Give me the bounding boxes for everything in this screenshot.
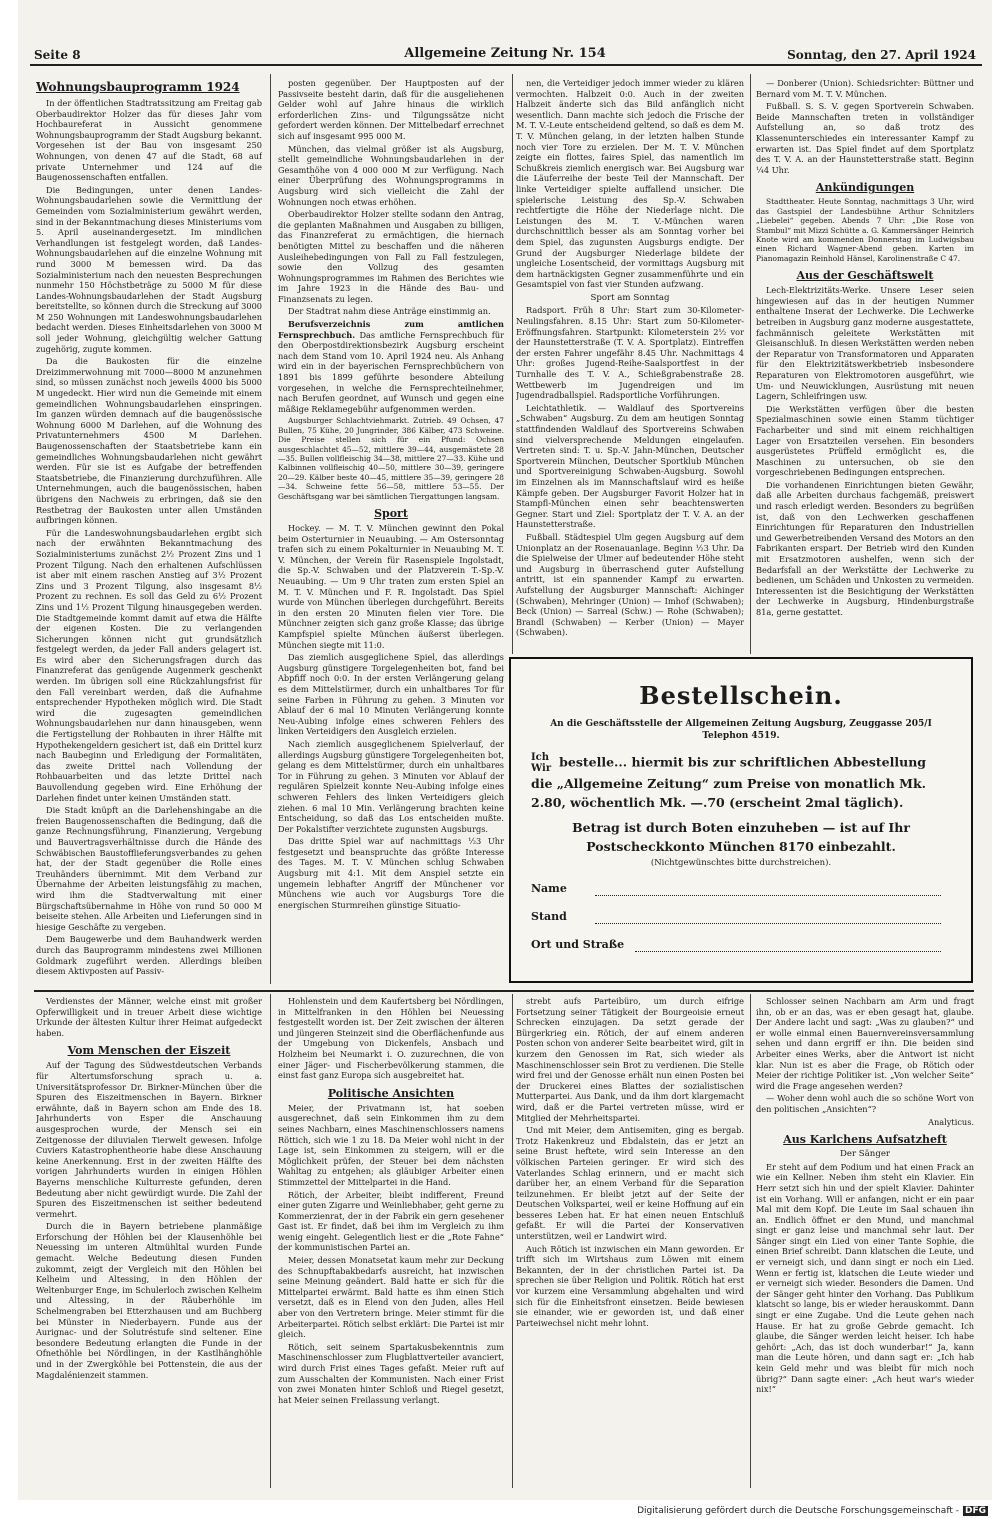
occupation-line [595,923,941,924]
masthead: Allgemeine Zeitung Nr. 154 [404,46,606,61]
section-rule [34,990,974,992]
business-title: Aus der Geschäftswelt [796,269,934,283]
address-label: Ort und Straße [531,938,625,951]
name-field[interactable] [531,882,951,896]
occupation-field[interactable] [531,910,951,924]
housing-paragraph: Dem Baugewerbe und dem Bauhandwerk werden durch das Bauprogramm mindestens zwei Millionen Goldmark zugeführt werden. Allerdings bleiben diesem Aktivposten auf Passiv- [36,934,262,977]
politics-paragraph: Rötich, seit seinem Spartakusbekenntnis zum Maschinenschlosser zum Flugblattverteiler avanciert, wird durch Frist eines Tages gefaßt. Meier ruft auf zum Ausschalten der Kommunisten. Nach einer Frist von zwei Monaten hinter Schloß und Riegel gesetzt, hat Meier seinen Freilassung verlangt. [278,1341,504,1405]
column-rule [750,994,751,1488]
housing-continued: Der Stadtrat nahm diese Anträge einstimmig an. [288,306,491,317]
karlchen-story: Er steht auf dem Podium und hat einen Frack an wie ein Kellner. Neben ihm steht ein Klavier. Ein Herr setzt sich hin und der spielt Klavier. Dahinter ist ein Vorhang. Will er anfangen, nicht er ein paar Mal mit dem Kopf. Die Leute im Saal schauen ihn an. Endlich öffnet er den Mund, und manchmal singt er ganz leise und manchmal sehr laut. Der Sänger singt ein Lied von einer Tante Sophie, die einen Brief schreibt. Dann klatschen die Leute, und er verneigt sich, und dann singt er noch ein Lied. Wenn er fertig ist, klatschen die Leute wieder und er verneigt sich wieder. Besonders die Damen. Und der Sänger geht hinter den Vorhang. Das Publikum klatscht so lange, bis er wieder herauskommt. Dann singt er eine Zugabe. Und die Leute gehen nach Hause. Er hat zu große Gebrde gemacht. Ich glaube, die Sänger werden leicht heiser. Ich habe gehört: „Ach, das ist doch wunderbar!“ Ja, kann man die Leute hören, und dann sagt er: „Ich hab kein Geld mehr und was bleibt für mich noch übrig?“ Dann sagte einer: „Ach heut war's wieder nix!“ [756,1161,974,1395]
sunday-sport-title: Sport am Sonntag [590,292,670,303]
cattle-market-report: Augsburger Schlachtviehmarkt. Zutrieb. 49 Ochsen, 47 Bullen, 75 Kühe, 20 Jungrinder, 386 Kälber, 473 Schweine. Die Preise stellen sich für ein Pfund: Ochsen ausgeschlachtet 45—52, mittlere 39—44, ausgemästete 28—35. Bullen vollfleischig 34—38, mittlere 27—33. Kühe und Kalbinnen vollfleischig 40—50, mittlere 30—39, geringere 20—29. Kälber beste 40—45, mittlere 35—39, geringere 28—34. Schweine fette 56—58, mittlere 53—55. Der Geschäftsgang war bei sämtlichen Tiergattungen langsam. [278,416,504,501]
housing-paragraph: Da die Baukosten für die einzelne Dreizimmerwohnung mit 7000—8000 M anzunehmen sind, so müssen zunächst noch jeweils 4000 bis 5000 M ungedeckt. Hier wird nun die Gemeinde mit einem gemeindlichen Wohnungsbaudarlehen einspringen. Im ganzen würden demnach auf die baugenössische Wohnung 6000 M Darlehen, auf die Wohnung des Privatunternehmers 4500 M Darlehen. Baugenossenschaften der Staatsbetriebe kann ein gemeindliches Wohnungsbaudarlehen nicht gewährt werden. Für sie ist es Aufgabe der betreffenden Staatsbetriebe, die Finanzierung durchzuführen. Alle Unternehmungen, auch die baugenössischen, haben übrigens den Nachweis zu erbringen, daß sie den Restbetrag der Baukosten unter allen Umständen aufbringen können. [36,356,262,526]
announcements-text: Stadttheater. Heute Sonntag, nachmittags 3 Uhr, wird das Gastspiel der Landesbühne Arthur Schnitzlers „Liebelei“ gegeben. Abends 7 Uhr: „Die Rose von Stambul“ mit Mizzi Schütte a. G. Kammersänger Heinrich Knote wird am kommenden Donnerstag im Ludwigsbau einen Richard Wagner-Abend geben. Karten im Pianomagazin Reinhold Hänsel, Karolinenstraße C 47. [756,197,974,263]
housing-paragraph: Für die Landeswohnungsbaudarlehen ergibt sich nach der erwähnten Bekanntmachung des Sozialministeriums zunächst 2½ Prozent Zins und 1 Prozent Tilgung. Nach den erhaltenen Aufschlüssen ist aber mit einem raschen Anstieg auf 3½ Prozent Zins und 3 Prozent Tilgung, also insgesamt 8½ Prozent zu rechnen. Es soll das Geld zu 6½ Prozent Zins und 1½ Prozent Tilgung hinausgegeben werden. Die Stadtgemeinde kommt damit auf etwa die Hälfte der eigenen Kosten. Die zu verlangenden Sicherungen können nicht gut grundsätzlich festgelegt werden, da jeder Fall anders gelagert ist. Es wird aber den Sicherungsfragen durch das Finanzreferat das genügende Augenmerk geschenkt werden. Im übrigen soll eine Rückzahlungsfrist für den Fall vereinbart werden, daß die Aufnahme entsprechender Hypotheken möglich wird. Die Stadt wird die zugesagten gemeindlichen Wohnungsbaudarlehen nur dann hinausgeben, wenn die Fertigstellung der Rohbauten in ihrer Hälfte mit Hypothekengeldern gesichert ist, daß ein Drittel kurz nach Baubeginn und Erledigung der Formalitäten, das zweite Drittel nach Vollendung der Rohbauarbeiten und das letzte Drittel nach Bauvollendung gegeben wird. Eine Erhöhung der Darlehen findet unter keinen Umständen statt. [36,527,262,803]
sport-continued: nen, die Verteidiger jedoch immer wieder zu klären vermochten. Halbzeit 0:0. Auch in der zweiten Halbzeit änderte sich das Bild anfänglich nicht wesentlich. Dann machte sich jedoch die Frische der M. T. V.-Leute entscheidend geltend, so daß es dem M. T. V. München gelang, in der letzten halben Stunde noch vier Tore zu erzielen. Der M. T. V. München zeigte ein flottes, faires Spiel, das namentlich im Schußkreis ziemlich energisch war. Bei Augsburg war die Läuferreihe der beste Teil der Mannschaft. Der linke Verteidiger spielte auffallend unsicher. Die spielerische Leistung des Sp.-V. Schwaben rechtfertigte die Höhe der Niederlage nicht. Die Leistungen des M. T. V.-München waren durchschnittlich besser als am Sonntag vorher bei dem Spiel, das zugunsten Augsburgs endigte. Der Grund der Augsburger Niederlage bildete der ungleiche Losentscheid, der vormittags Augsburg mit dem hartnäckigsten Gegner zusammenführte und ein Gesamtspiel von fast vier Stunden aufzwang. [516,78,744,290]
order-form-title: Bestellschein. [639,681,843,710]
order-text: bestelle... hiermit bis zur schriftlichen Abbestellung die „Allgemeine Zeitung“ zum Preise von monatlich Mk. 2.80, wöchentlich Mk. —.70 (erscheint 2mal täglich). [531,754,927,810]
housing-title: Wohnungsbauprogramm 1924 [36,80,240,94]
order-form-address: An die Geschäftsstelle der Allgemeinen Zeitung Augsburg, Zeuggasse 205/I Telephon 4519. [550,719,932,741]
pronoun-ich: Ich [531,752,550,763]
name-line [595,895,941,896]
politics-continued: Schlosser seinen Nachbarn am Arm und fragt ihn, ob er an das, was er eben gesagt hat, glaube. Der Andere lacht und sagt: „Was zu glauben?“ und er wolle einmal einen Bauernvereinsversammlung sehen und dann ergriff er ihn. Die beiden sind Arbeiter eines Werks, aber die Antwort ist nicht klar. Nun ist es aber die Frage, ob Rötich oder Meier der richtige Politiker ist. „Von welcher Seite“ wird die Frage angesehen werden? [756,996,974,1091]
dfg-logo: DFG [964,1506,986,1516]
order-form-ad [509,657,973,983]
phonebook-title: Berufsverzeichnis zum amtlichen Fernsprechbuch. [278,319,504,340]
housing-paragraph: In der öffentlichen Stadtratssitzung am Freitag gab Oberbaudirektor Holzer das für dieses Jahr vom Hochbaureferat in Aussicht genommene Wohnungsbauprogramm der Stadt Augsburg bekannt. Vorgesehen ist der Bau von insgesamt 250 Wohnungen, von denen 47 auf die Stadt, 68 auf private Unternehmer und 124 auf die Baugenossenschaften entfallen. [36,98,262,183]
football-notice: Fußball. S. S. V. gegen Sportverein Schwaben. Beide Mannschaften treten in vollständiger Aufstellung an, so daß trotz des Klassenunterschiedes ein interessanter Kampf zu erwarten ist. Das Spiel findet auf dem Sportplatz des T. V. A. an der Haunstetterstraße statt. Beginn ¼4 Uhr. [756,101,974,175]
sunday-sport-paragraph: Fußball. Städtespiel Ulm gegen Augsburg auf dem Unionplatz an der Rosenauanlage. Beginn ½3 Uhr. Da die Spielweise der Ulmer auf bedeutender Höhe steht und Augsburg in überraschend guter Aufstellung antritt, ist ein spannender Kampf zu erwarten. Aufstellung der Augsburger Mannschaft: Aichinger (Schwaben), Mehringer (Union) — Imhof (Schwaben); Beck (Union) — Sarreal (Schw.) — Rohe (Schwaben); Brandl (Schwaben) — Kerber (Union) — Mayer (Schwaben). [516,531,744,638]
column-rule [512,74,513,654]
housing-continued: München, das vielmal größer ist als Augsburg, stellt gemeindliche Wohnungsbaudarlehen in der Gesamthöhe von 4 000 000 M zur Verfügung. Nach einer Überprüfung des Wohnungsprogramms in Augsburg wird sich vielleicht die Zahl der Wohnungen noch etwas erhöhen. [278,143,504,207]
column-rule [270,994,271,1488]
digitization-credit [637,1506,988,1516]
business-paragraph: Die vorhandenen Einrichtungen bieten Gewähr, daß alle Arbeiten durchaus fachgemäß, preiswert und rasch erledigt werden. Besonders zu begrüßen ist, daß von den Lechwerken geschaffenen Einrichtungen für Reparaturen den Industriellen und Gewerbetreibenden Versand des Motors an den Fabrikanten erspart. Der Betrieb wird den Kunden mit Ersatzmotoren aushelfen, wenn sich der Bedarfsfall an der Werkstätte der Lechwerke zu bedienen, um Schäden und Unkosten zu vermeiden. Interessenten ist die Besichtigung der Werkstätten der Lechwerke in Augsburg, Hindenburgstraße 81a, gerne gestattet. [756,479,974,617]
column-sport [278,78,504,982]
column-sport-continued [516,78,744,654]
karlchen-subtitle: Der Sänger [839,1149,891,1160]
order-form-text [531,752,951,812]
politics-paragraph: Rötich, der Arbeiter, bleibt indifferent, Freund einer guten Zigarre und Weinliebhaber, geht gerne zu Kommerzienrat, der in der Fabrik ein gern gesehener Gast ist. Er findet, daß bei ihm im Vergleich zu ihm wenig eingeht. Gelegentlich liest er die „Rote Fahne“ der kommunistischen Partei an. [278,1189,504,1253]
page-header [18,44,992,64]
sunday-sport-paragraph: Radsport. Früh 8 Uhr: Start zum 30-Kilometer-Neulingsfahren. 8.15 Uhr: Start zum 50-Kilometer-Eröffnungsfahren. Startpunkt: Kilometerstein 2½ vor der Haunstetterstraße (T. V. A. Sportplatz). Eintreffen der ersten Fahrer ungefähr 8.45 Uhr. Nachmittags 4 Uhr: großes Jugend-Reihe-Saalsportfest in der Turnhalle des T. V. A., Schießgrabenstraße 28. Wettbewerb im Jugendreigen und im Jugendradballspiel. Radsportliche Vorführungen. [516,305,744,401]
column-politics-continued [516,996,744,1486]
ice-age-title: Vom Menschen der Eiszeit [67,1044,231,1058]
issue-date: Sonntag, den 27. April 1924 [787,48,976,62]
ice-age-intro: Verdienstes der Männer, welche einst mit großer Opferwilligkeit und in treuer Arbeit diese wichtige Urkunde der ältesten Kultur ihrer Heimat aufgedeckt haben. [36,996,262,1038]
sport-paragraph: Das ziemlich ausgeglichene Spiel, das allerdings Augsburg günstigere Torgelegenheiten bot, fand bei Abpfiff noch 0:0. In der ersten Verlängerung gelang es dem Mittelstürmer, durch ein unhaltbares Tor für seine Farben in Führung zu gehen. 3 Minuten vor Ablauf der 6 mal 10 Minuten Verlängerung konnte Neu-Aubing infolge eines schweren Fehlers des linken Verteidigers den Ausgleich erzielen. [278,652,504,737]
column-rule [512,994,513,1488]
sunday-sport-paragraph: Leichtathletik. — Waldlauf des Sportvereins „Schwaben“ Augsburg. Zu dem am heutigen Sonntag stattfindenden Waldlauf des Sportvereins Schwaben sind vielversprechende Meldungen eingelaufen. Vertreten sind: T. u. Sp.-V. Jahn-München, Deutscher Sportverein München, Deutscher Sportklub München und Sportvereinigung Schwaben-Augsburg. Sowohl im Einzelnen als im Mannschaftslauf wird es heiße Kämpfe geben. Der Augsburger Favorit Holzer hat in Stampfl-München einen sehr beachtenswerten Gegner. Start und Ziel: Sportplatz der T. V. A. an der Haunstetterstraße. [516,402,744,530]
pronoun-choice [531,752,551,774]
column-rule [270,74,271,984]
column-karlchen [756,996,974,1486]
housing-continued: Oberbaudirektor Holzer stellte sodann den Antrag, die geplanten Maßnahmen und Ausgaben zu billigen, das Finanzreferat zu ermächtigen, die hiernach benötigten Mittel zu beschaffen und die näheren Ausleihebedingungen von Fall zu Fall festzulegen, sowie den Vollzug des gesamten Wohnungsprogrammes im Rahmen des Berichtes wie im Jahre 1923 in die Hände des Bau- und Finanzsenats zu legen. [278,209,504,304]
business-paragraph: Die Werkstätten verfügen über die besten Spezialmaschinen sowie einen Stamm tüchtiger Facharbeiter und sind mit einem reichhaltigen Lager von Ersatzteilen versehen. Ein besonders ausgerüstetes Prüffeld ermöglicht es, die Maschinen zu untersuchen, ob sie den vorgeschriebenen Bedingungen entsprechen. [756,403,974,478]
column-rule [750,74,751,654]
politics-continued: Auch Rötich ist inzwischen ein Mann geworden. Er trifft sich im Wirtshaus zum Löwen mit einem Bekannten, der in der christlichen Partei ist. Da sprechen sie über Religion und Politik. Rötich hat erst vor kurzem eine Versammlung abgehalten und wird sich für die Einheitsfront einsetzen. Beide bewiesen sie einander, wie er geworden ist, und daß einer Parteiwechsel nicht mehr lohnt. [516,1243,744,1328]
politics-paragraph: Meier, dessen Monatsetat kaum mehr zur Deckung des Schnupftabakbedarfs ausreicht, hat inzwischen seine Meinung geändert. Bald hatte er sich für die Mittelpartei erwärmt. Bald hatte es ihm einen Stich versetzt, daß es in Elend von den Juden, alles Heil aber von den Vertretern bringe. Meier stimmt für die Arbeiterpartei. Rötich selbst erklärt: Die Partei ist mir gleich. [278,1255,504,1340]
housing-paragraph: Die Stadt knüpft an die Darlehenshingabe an die freien Baugenossenschaften die Bedingung, daß die ganze Rechnungsführung, Finanzierung, Vergebung und Bauvertragsverhältnisse durch die Hände des Schwäbischen Baustofflieferungsverbandes zu gehen hat, der der Stadt gegenüber die Rolle eines Treuhänders übernimmt. Mit dem Verband zur Übernahme der Arbeiten leistungsfähig zu machen, wird ihm die Stadtverwaltung mit einer Bürgschaftsübernahme in Höhe von rund 50 000 M beiseite stehen. Alle Arbeiten und Lieferungen sind in hiesige Geschäfte zu vergeben. [36,805,262,932]
column-politics [278,996,504,1486]
politics-continued: strebt aufs Parteibüro, um durch eifrige Fortsetzung seiner Tätigkeit der Bourgeoisie erneut Schrecken einzujagen. Da setzt gerade der Bürgerkrieg ein. Rötich, der auf einem anderen Posten schon von anderer Seite bearbeitet wird, gilt in kurzem den Genossen im Rat, sich wieder als Maschinenschlosser sein Brot zu verdienen. Die Stelle wird frei und der Genosse erhält nun einen Posten bei der Druckerei eines Blattes der sozialistischen Mutterpartei. Aus Dank, und da ihm dort klargemacht wird, daß er die Partei vertreten müsse, wird er Mitglied der Mehrheitspartei. [516,996,744,1123]
address-field[interactable] [531,938,951,952]
announcements-title: Ankündigungen [815,181,915,195]
ice-age-paragraph: Auf der Tagung des Südwestdeutschen Verbands für Altertumsforschung sprach u. a. Universitätsprofessor Dr. Birkner-München über die Spuren des Eiszeitmenschen in Bayern. Birkner erwähnte, daß in Bayern schon am Ende des 18. Jahrhunderts von Esper die Anschauung ausgesprochen wurde, der Mensch sei ein Zeitgenosse der diluvialen Tierwelt gewesen. Infolge Cuviers Katastrophentheorie habe diese Anschauung keine Anerkennung. Erst in der zweiten Hälfte des vorigen Jahrhunderts wurden in einigen Höhlen Bayerns menschliche Kulturreste gefunden, deren Bedeutung aber nicht gewürdigt wurde. Die Zahl der Spuren des Eiszeitmenschen ist seither bedeutend vermehrt. [36,1060,262,1219]
column-ice-age [36,996,262,1486]
ice-age-paragraph: Durch die in Bayern betriebene planmäßige Erforschung der Höhlen bei der Klausenhöhle bei Neuessing im unteren Altmühltal wurden Funde gemacht. Welche Bedeutung diesen Funden zukommt, zeigt der Vergleich mit den Höhlen bei Kelheim und Altessing, in den Höhlen der Weltenburger Enge, im Schulerloch zwischen Kelheim und Altessing, in der Räuberhöhle im Schelmengraben bei Etterzhausen und am Buchberg bei Münster in Niederbayern. Funde aus der Aurignac- und der Solutréstufe sind seltener. Eine besondere Bedeutung erlangten die Funde in der Ofnethöhle bei Nördlingen, in der Kastlhänghöhle und in der Zwergköhle bei Pottenstein, die aus der Magdalénienzeit stammen. [36,1221,262,1380]
occupation-label: Stand [531,910,567,923]
header-rule [30,64,982,66]
pronoun-wir: Wir [531,763,552,774]
sport-title: Sport [374,507,408,521]
payment-text: Betrag ist durch Boten einzuheben — ist auf Ihr Postscheckkonto München 8170 einbezahlt. [572,820,910,854]
business-paragraph: Lech-Elektrizitäts-Werke. Unsere Leser seien hingewiesen auf das in der heutigen Nummer enthaltene Inserat der Lechwerke. Die Lechwerke betreiben in Augsburg ganz moderne ausgestattete, fachmännisch geleitete Werkstätten mit Gleisanschluß. In diesen Werkstätten werden neben der Reparatur von Transformatoren und Apparaten für den Elektrizitätswerkbetrieb insbesondere Reparaturen von Elektromotoren ausgeführt, wie Um- und Neuwicklungen, Ausrüstung mit neuen Lagern, Schleifringen usw. [756,285,974,402]
phonebook-notice [278,319,504,414]
strike-note: (Nichtgewünschtes bitte durchstreichen). [650,858,832,868]
column-business [756,78,974,654]
karlchen-title: Aus Karlchens Aufsatzheft [783,1133,947,1147]
signature: Analyticus. [928,1116,974,1127]
address-line [635,951,941,952]
name-label: Name [531,882,567,895]
politics-continued: — Woher denn wohl auch die so schöne Wort von den politischen „Ansichten“? [756,1093,974,1114]
housing-paragraph: Die Bedingungen, unter denen Landes-Wohnungsbaudarlehen sowie die Vermittlung der Gemeinden vom Sozialministerium gewährt werden, sind in der Bekanntmachung dieses Ministeriums vom 5. April auseinandergesetzt. Im mindlichen Verhandlungen ist festgelegt worden, daß Landes-Wohnungsbaudarlehen auf die einzelne Wohnung mit rund 3000 M bemessen wird. Da das Sozialministerium nach den neuesten Besprechungen nunmehr 150 Höchstbeträge zu 5000 M für diese Landes-Wohnungsbaudarlehen der Stadt Augsburg bereitstellte, so können durch die Streckung auf 3000 M 250 Wohnungen mit Landeswohnungsbaudarlehen bedacht werden. Dieses Einheitsdarlehen von 3000 M soll jeder Wohnung, gleichgültig welcher Gattung zugehörig, zugute kommen. [36,184,262,354]
credit-text: Digitalisierung gefördert durch die Deutsche Forschungsgemeinschaft - [637,1506,959,1516]
sport-paragraph: Nach ziemlich ausgeglichenem Spielverlauf, der allerdings Augsburg günstigere Torgelegenheiten bot, gelang es dem Mittelstürmer, durch ein unhaltbares Tor in Führung zu gehen. 3 Minuten vor Ablauf der regulären Spielzeit konnte Neu-Aubing infolge eines schweren Fehlers des linken Verteidigers gleich ziehen. 6 mal 10 Min. Verlängerung brachten keine Entscheidung, so daß das Los entscheiden mußte. Der Pokalstifter verzichtete zugunsten Augsburgs. [278,738,504,834]
ice-age-continued: Hohlenstein und dem Kaufertsberg bei Nördlingen, in Mittelfranken in den Höhlen bei Neuessing festgestellt worden ist. Der Zeit zwischen der älteren und jüngeren Steinzeit sind die Oberflächenfunde aus der Umgebung von Dickenfels, Ansbach und Holzheim bei Neumarkt i. O. zuzurechnen, die von einer Jäger- und Fischerbevölkerung stammen, die einst fast ganz Europa sich ausgebreitet hat. [278,996,504,1081]
column-housing [36,78,262,982]
politics-paragraph: Meier, der Privatmann ist, hat soeben ausgerechnet, daß sein Einkommen ihm zu dem seines Nachbarn, eines Maschinenschlossers namens Röttich, sich wie 1 zu 18. Da Meier wohl nicht in der Lage ist, sein Einkommen zu steigern, will er die Möglichkeit prüfen, der Steuer bei dem nächsten Wahltag zu entgehen; als gläubiger Arbeiter einen Stimmzettel der Mittelpartei in die Hand. [278,1102,504,1187]
politics-title: Politische Ansichten [327,1086,455,1100]
sport-continued: — Donberer (Union). Schiedsrichter: Büttner und Bernard vom M. T. V. München. [756,78,974,99]
page-number: Seite 8 [34,48,81,62]
sport-paragraph: Hockey. — M. T. V. München gewinnt den Pokal beim Osterturnier in Neuaubing. — Am Ostersonntag trafen sich zu einem Pokalturnier in Neuaubing M. T. V. München, der Verein für Rasenspiele Ingolstadt, die Sp.-V. Schwaben und der Platzverein T.-Sp.-V. Neuaubing. — Um 9 Uhr traten zum ersten Spiel an M. T. V. München und F. R. Ingolstadt. Das Spiel wurde von München überlegen durchgeführt. Bereits in den ersten 20 Minuten fielen vier Tore. Die Münchner zeigten sich ganz große Klasse; das übrige Kampfspiel spielte München äußerst überlegen. München siegte mit 11:0. [278,523,504,650]
phonebook-text: Das amtliche Fernsprechbuch für den Oberpostdirektionsbezirk Augsburg erscheint nach dem Stand vom 10. April 1924 neu. Als Anhang wird ein in der bayerischen Fernsprechbüchern von 1891 bis 1899 geführte besondere Abteilung vorgesehen, in welche die Fernsprechteilnehmer, nach Berufen geordnet, auf Wunsch und gegen eine mäßige Reklamegebühr aufgenommen werden. [278,329,504,414]
housing-continued: posten gegenüber. Der Hauptposten auf der Passivseite besteht darin, daß für die ausgeliehenen Gelder wohl auf Jahre hinaus die wirklich erforderlichen Zins- und Tilgungssätze nicht gefordert werden können. Der Mittelbedarf errechnet sich auf insgesamt 995 000 M. [278,78,504,141]
politics-continued: Und mit Meier, dem Antisemiten, ging es bergab. Trotz Hakenkreuz und Ebdalstein, das er jetzt an seine Brust heftete, wird sein Interesse an den völkischen Parteien geringer. Er wird sich des Vaterlandes Schlag erinnern, und er macht sich darüber her, an einem Verband für die Separation teilzunehmen. Er bleibt jetzt auf der Seite der Deutschen Volkspartei, weil er keine Hoffnung auf ein besseres Leben hat. Er hat einen neuen Entschluß gefaßt. Er will die Partei der Konservativen unterstützen, weil er Landwirt wird. [516,1125,744,1242]
sport-paragraph: Das dritte Spiel war auf nachmittags ½3 Uhr festgesetzt und beanspruchte das größte Interesse des Tages. M. T. V. München schlug Schwaben Augsburg mit 4:1. Mit dem Anspiel setzte ein ungemein lebhafter Angriff der Münchener vor Münchens wie auch vor Augsburgs Tore die energischen Sturmreihen günstige Situatio- [278,836,504,910]
